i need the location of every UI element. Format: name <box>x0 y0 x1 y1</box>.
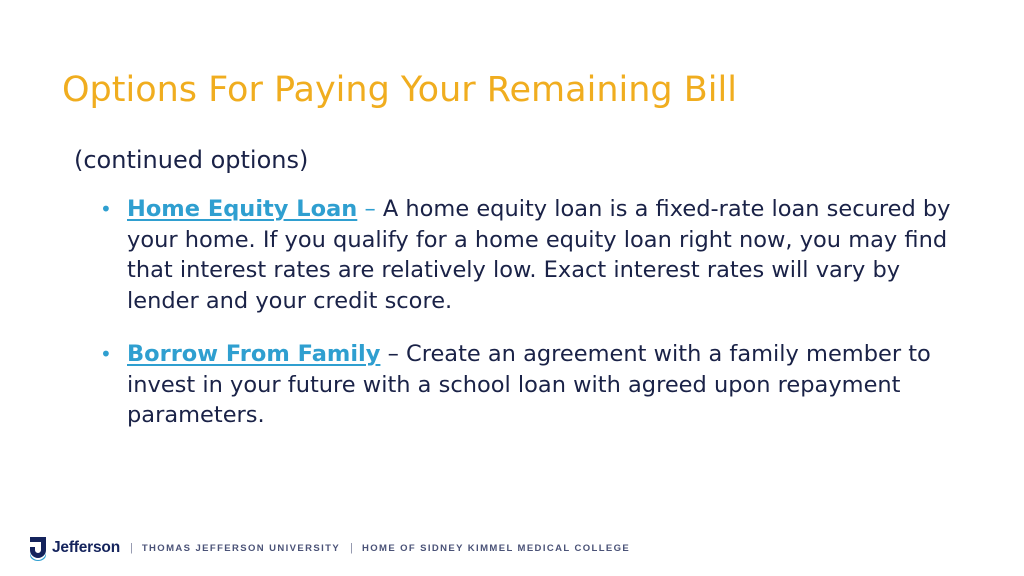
bullet-list <box>96 194 976 454</box>
footer-university: THOMAS JEFFERSON UNIVERSITY <box>141 542 341 554</box>
bullet-item-borrow-from-family <box>96 339 976 431</box>
bullet-separator: – <box>357 196 383 222</box>
bullet-text: Create an agreement with a family member to invest in your future with a school loan with agreed upon repayment parameters. <box>127 341 931 428</box>
bullet-dot-icon: • <box>100 342 112 366</box>
jefferson-j-logo-icon <box>28 535 48 561</box>
jefferson-logo-text: Jefferson <box>52 539 120 556</box>
footer <box>28 533 630 563</box>
footer-separator: | <box>129 542 133 554</box>
home-equity-loan-link[interactable]: Home Equity Loan <box>127 196 358 222</box>
bullet-separator: – <box>380 341 406 367</box>
borrow-from-family-link[interactable]: Borrow From Family <box>127 341 381 367</box>
footer-college: HOME OF SIDNEY KIMMEL MEDICAL COLLEGE <box>361 542 631 554</box>
slide-title: Options For Paying Your Remaining Bill <box>62 70 737 110</box>
bullet-dot-icon: • <box>100 197 112 221</box>
slide-subtitle: (continued options) <box>74 146 309 174</box>
footer-separator: | <box>350 542 353 554</box>
bullet-item-home-equity-loan <box>96 194 976 316</box>
bullet-text: A home equity loan is a fixed-rate loan secured by your home. If you qualify for a home equity loan right now, you may find that interest rates are relatively low. Exact interest rates will vary by lender and your credit score. <box>127 196 951 314</box>
